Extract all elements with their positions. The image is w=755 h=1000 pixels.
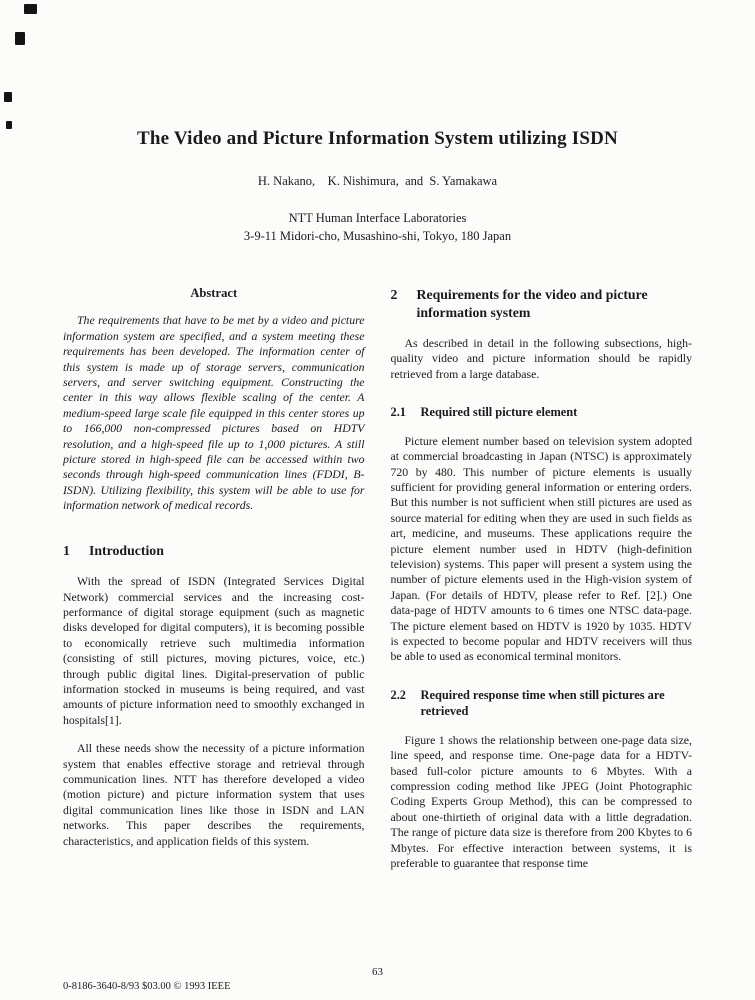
scan-artifact — [15, 32, 25, 45]
section-1-number: 1 — [63, 542, 70, 558]
affiliation-line1: NTT Human Interface Laboratories — [288, 211, 467, 225]
affiliation-line2: 3-9-11 Midori-cho, Musashino-shi, Tokyo, 180 Japan — [243, 229, 512, 243]
section-2-1-paragraph: Picture element number based on television system adopted at commercial broadcasting in Japan (NTSC) is approximately 720 by 480. This number of picture elements is usually sufficient for providing general information or entering orders. But this number is not sufficient when still pictures are used as source material for editing when they are used in such fields as art, medicine, and museums. These applications require the picture element number used in HDTV (high-definition television) systems. This paper will present a system using the number of picture elements used in the High-vision system of Japan. (For details of HDTV, please refer to Ref. [2].) One data-page of HDTV amounts to 6 times one NTSC data-page. The picture element based on HDTV is 1920 by 1035. HDTV is expected to become popular and HDTV receivers will thus be able to used as economical terminal monitors. — [390, 433, 692, 664]
abstract-heading: Abstract — [190, 286, 238, 300]
paper-title: The Video and Picture Information System utilizing ISDN — [137, 128, 618, 149]
authors-line: H. Nakano, K. Nishimura, and S. Yamakawa — [257, 174, 498, 188]
section-1-title: Introduction — [89, 542, 164, 558]
section-2-1-heading — [391, 404, 693, 421]
page-number: 63 — [372, 966, 383, 978]
section-1-heading — [63, 542, 365, 560]
paper-header — [0, 0, 755, 244]
scan-artifact — [4, 92, 12, 102]
section-2-number: 2 — [390, 287, 398, 302]
section-2-1-title: Required still picture element — [420, 405, 578, 420]
section-1-paragraph-1: With the spread of ISDN (Integrated Services Digital Network) commercial services and the increasing cost-performance of digital storage equipment (such as magnetic disks developed for digital computers), it is becoming possible to economically retrieve such multimedia information (consisting of still pictures, moving pictures, voice, etc.) through public digital lines. Digital-preservation of public information stocked in museums is being required, and vast amounts of picture information need to smoothly exchanged in hospitals[1]. — [63, 574, 365, 727]
section-1-paragraph-2: All these needs show the necessity of a picture information system that enables effective storage and retrieval through communication lines. NTT has therefore developed a video (motion picture) and picture information system that uses digital communication lines like those in ISDN and LAN networks. This paper describes the requirements, characteristics, and application fields of this system. — [63, 741, 365, 848]
abstract-text: The requirements that have to be met by a video and picture information system are specified, and a system meeting these requirements has been developed. The information center of this system is made up of storage servers, communication servers, and server switching equipment. Constructing the center in this way allows flexible scaling of the center. A medium-speed large scale file equipped in this center stores up to 166,000 non-compressed pictures based on HDTV resolution, and a high-speed file up to 1,000 pictures. A still picture stored in high-speed file can be accessed within two seconds through high-speed communication lines (FDDI, B-ISDN). Utilizing flexibility, this system will be able to use for information network of medical records. — [63, 313, 365, 513]
section-2-2-heading — [391, 687, 693, 720]
left-column — [63, 286, 365, 871]
section-2-title: Requirements for the video and picture information system — [416, 287, 648, 320]
copyright-line: 0-8186-3640-8/93 $03.00 © 1993 IEEE — [63, 981, 231, 992]
scan-artifact — [6, 121, 12, 129]
section-2-2-title: Required response time when still pictures are retrieved — [420, 687, 665, 719]
right-column — [391, 286, 693, 871]
two-column-body — [0, 286, 755, 871]
scan-artifact — [24, 4, 37, 14]
section-2-intro-paragraph: As described in detail in the following subsections, high-quality video and picture information should be rapidly retrieved from a large database. — [390, 336, 692, 381]
section-2-2-paragraph: Figure 1 shows the relationship between one-page data size, line speed, and response time. One-page data for a HDTV-based full-color picture amounts to 6 Mbytes. With a compression coding method like JPEG (Joint Photographic Coding Experts Group Method), this can be compressed to about one-thirtieth of original data with a little degradation. The range of picture data size is therefore from 200 Kbytes to 6 Mbytes. For effective interaction between systems, it is preferable to guarantee that response time — [390, 732, 692, 871]
section-2-2-number: 2.2 — [390, 687, 406, 702]
section-2-heading — [391, 286, 693, 321]
section-2-1-number: 2.1 — [390, 405, 406, 420]
